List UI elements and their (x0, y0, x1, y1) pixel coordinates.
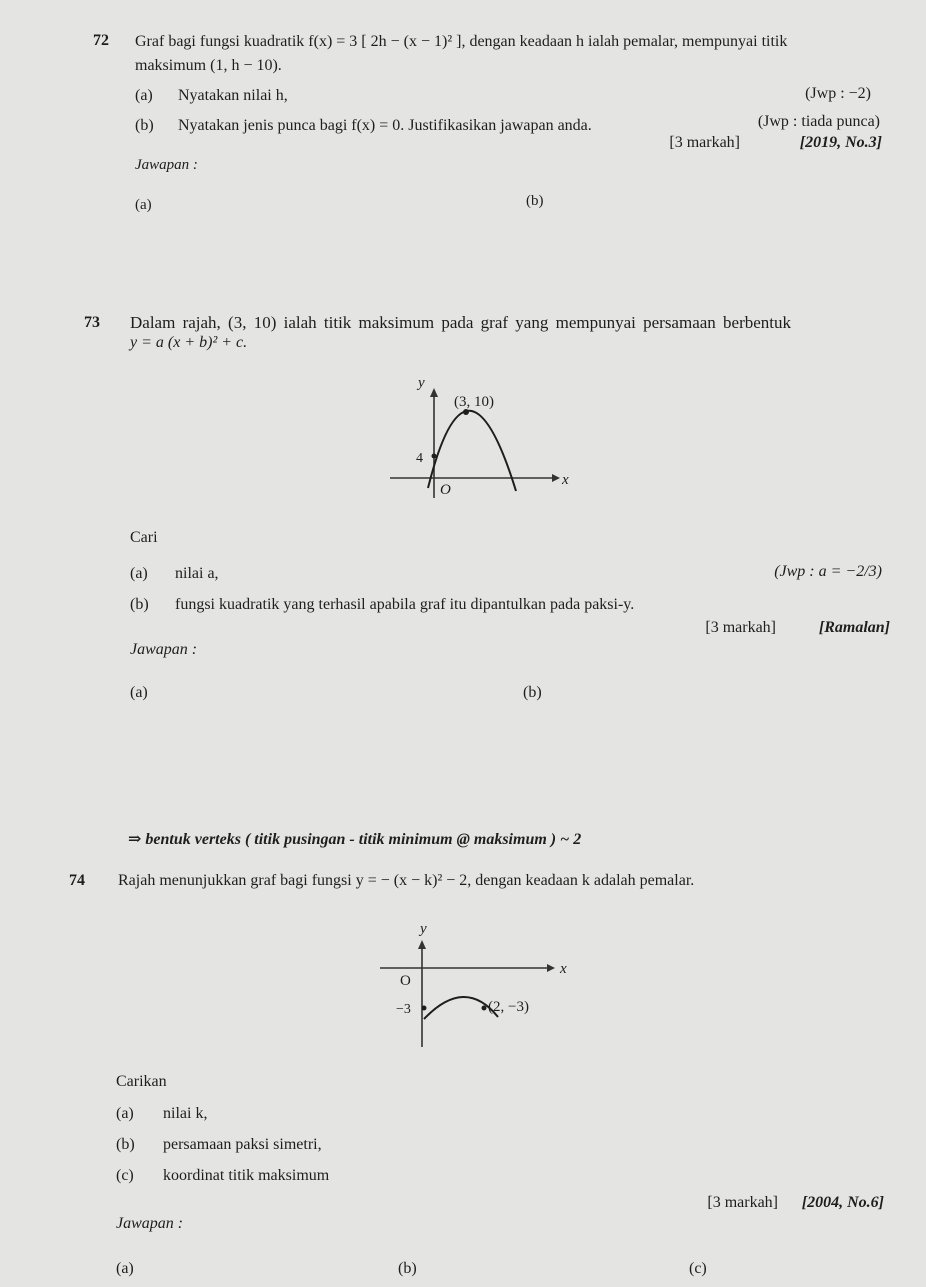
q73-cari: Cari (130, 529, 158, 546)
q74-part-b-text: persamaan paksi simetri, (163, 1136, 322, 1153)
q73-intercept-label: 4 (416, 451, 423, 466)
q74-point (482, 1006, 487, 1011)
vertex-form-note: ⇒ bentuk verteks ( titik pusingan - titik minimum @ maksimum ) ~ 2 (128, 831, 582, 848)
q73-marks: [3 markah] (705, 619, 776, 636)
q74-carikan: Carikan (116, 1073, 167, 1090)
q73-answer-b-label: (b) (523, 684, 542, 701)
q73-answer-a-label: (a) (130, 684, 148, 701)
q73-y-label: y (418, 375, 425, 391)
q74-graph (380, 920, 580, 1050)
q74-parabola-curve (424, 997, 498, 1019)
question-73-number: 73 (84, 314, 100, 331)
q73-part-b-label: (b) (130, 596, 149, 613)
q72-answer-heading: Jawapan : (135, 157, 198, 173)
q74-source: [2004, No.6] (801, 1194, 884, 1211)
q74-origin-label: O (400, 973, 411, 989)
q73-graph (380, 370, 580, 510)
q72-part-b-text: Nyatakan jenis punca bagi f(x) = 0. Justifikasikan jawapan anda. (178, 117, 592, 134)
q73-y-intercept-point (432, 454, 437, 459)
q73-part-a-label: (a) (130, 565, 148, 582)
q74-intercept-label: −3 (396, 1002, 411, 1017)
q72-answer-a-label: (a) (135, 197, 152, 213)
q73-x-arrow-icon (552, 474, 560, 482)
question-74-stem: Rajah menunjukkan graf bagi fungsi y = − (x − k)² − 2, dengan keadaan k adalah pemalar. (118, 872, 695, 889)
question-72-stem-line1: Graf bagi fungsi kuadratik f(x) = 3 [ 2h − (x − 1)² ], dengan keadaan h ialah pemalar, mempunyai titik (135, 33, 788, 50)
q72-source: [2019, No.3] (799, 134, 882, 151)
q74-marks: [3 markah] (707, 1194, 778, 1211)
q74-y-arrow-icon (418, 940, 426, 949)
q74-answer-heading: Jawapan : (116, 1215, 184, 1232)
q74-y-label: y (420, 921, 427, 937)
q74-part-a-text: nilai k, (163, 1105, 208, 1122)
question-72-stem-line2: maksimum (1, h − 10). (135, 57, 282, 74)
q73-y-arrow-icon (430, 388, 438, 397)
q72-part-b-label: (b) (135, 117, 154, 134)
q74-point-label: (2, −3) (488, 999, 529, 1015)
q73-part-b-text: fungsi kuadratik yang terhasil apabila graf itu dipantulkan pada paksi-y. (175, 596, 635, 613)
question-72-number: 72 (93, 32, 109, 49)
q72-part-a-label: (a) (135, 87, 153, 104)
q74-part-b-label: (b) (116, 1136, 135, 1153)
q73-part-a-text: nilai a, (175, 565, 219, 582)
question-74-number: 74 (69, 872, 85, 889)
q74-part-c-text: koordinat titik maksimum (163, 1167, 330, 1184)
q73-source: [Ramalan] (818, 619, 890, 636)
q72-answer-b-label: (b) (526, 193, 544, 209)
question-73-stem-line2: y = a (x + b)² + c. (130, 334, 248, 351)
q73-x-label: x (562, 472, 569, 488)
q73-answer-heading: Jawapan : (130, 641, 198, 658)
q74-x-arrow-icon (547, 964, 555, 972)
q72-marks: [3 markah] (669, 134, 740, 151)
q74-answer-c-label: (c) (689, 1260, 707, 1277)
q74-part-a-label: (a) (116, 1105, 134, 1122)
q72-part-a-text: Nyatakan nilai h, (178, 87, 288, 104)
question-73-stem-line1: Dalam rajah, (3, 10) ialah titik maksimum pada graf yang mempunyai persamaan berbentuk (130, 313, 792, 332)
q73-part-a-answer: (Jwp : a = −2/3) (774, 563, 882, 580)
q72-part-b-answer: (Jwp : tiada punca) (757, 113, 880, 130)
q73-max-point-label: (3, 10) (454, 394, 494, 410)
q74-answer-a-label: (a) (116, 1260, 134, 1277)
q73-origin-label: O (440, 482, 451, 498)
q74-x-label: x (560, 961, 567, 977)
q73-parabola-curve (428, 411, 516, 491)
q74-answer-b-label: (b) (398, 1260, 417, 1277)
q72-part-a-answer: (Jwp : −2) (805, 85, 871, 102)
q74-y-intercept-point (422, 1006, 427, 1011)
q74-part-c-label: (c) (116, 1167, 134, 1184)
